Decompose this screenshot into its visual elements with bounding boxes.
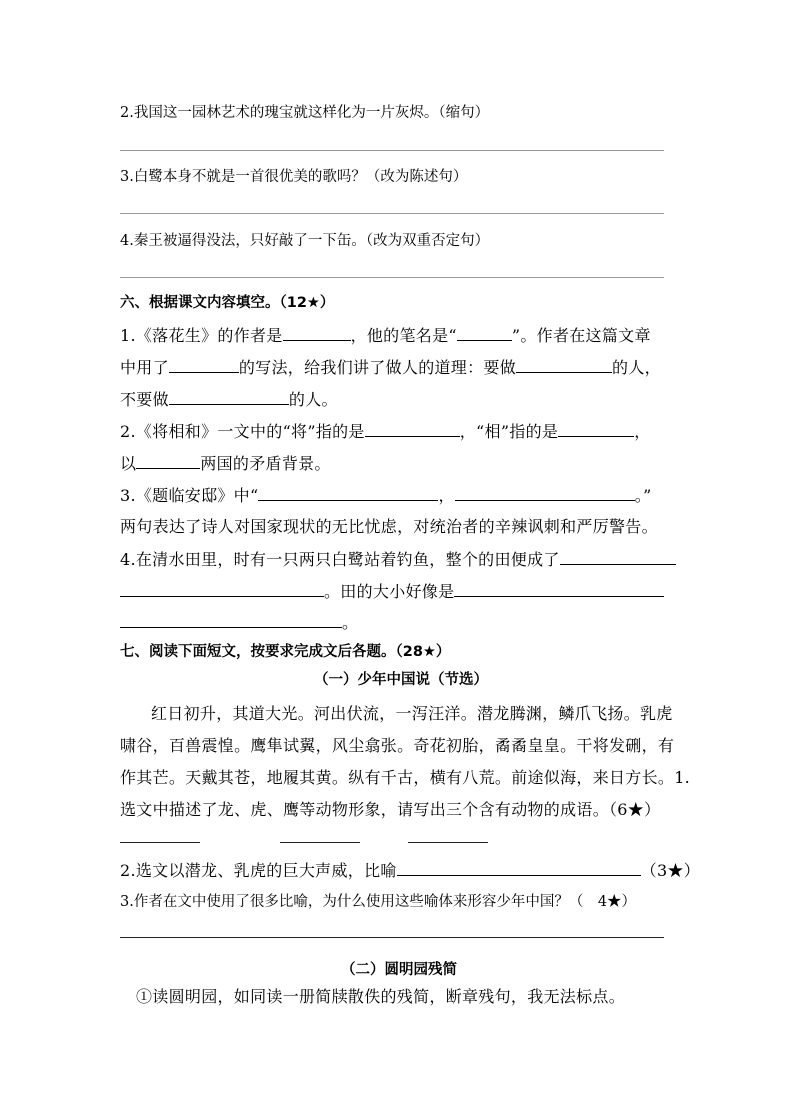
- blank-general[interactable]: [365, 422, 460, 437]
- answer-line[interactable]: [120, 937, 664, 938]
- s7-q2-text-b: （3★）: [640, 861, 701, 880]
- s6-q2-line2: [120, 451, 331, 474]
- passage1-line1: 红日初升，其道大光。河出伏流，一泻汪洋。潜龙腾渊，鳞爪飞扬。乳虎: [151, 704, 673, 723]
- answer-line[interactable]: [120, 150, 664, 151]
- blank-author[interactable]: [283, 326, 351, 341]
- s6-q3-text-c: 。”: [634, 486, 652, 505]
- s6-q1-line2: [120, 355, 661, 378]
- passage1-title: （一）少年中国说（节选）: [314, 672, 488, 688]
- blank-be-person[interactable]: [516, 358, 612, 373]
- s6-q4-line3: [120, 610, 358, 633]
- blank-poem-line1[interactable]: [258, 486, 438, 501]
- section7-heading: 七、阅读下面短文，按要求完成文后各题。（28★）: [120, 644, 451, 660]
- blank-field-became-2[interactable]: [120, 582, 324, 597]
- s6-q3-text-a: 3.《题临安邸》中“: [120, 486, 259, 505]
- s6-q1-text-h: 的人。: [288, 390, 338, 409]
- s6-q1-text-a: 1.《落花生》的作者是: [120, 326, 283, 345]
- blank-technique[interactable]: [169, 358, 239, 373]
- s7-q2-text-a: 2.选文以潜龙、乳虎的巨大声威，比喻: [120, 861, 397, 880]
- s6-q2-text-e: 两国的矛盾背景。: [200, 454, 331, 473]
- blank-not-be-person[interactable]: [169, 390, 289, 405]
- s6-q1-text-d: 中用了: [120, 358, 169, 377]
- s6-q4-text-a: 4.在清水田里，时有一只两只白鹭站着钓鱼，整个的田便成了: [120, 550, 560, 569]
- s6-q3-line2: 两句表达了诗人对国家现状的无比忧虑，对统治者的辛辣讽刺和严厉警告。: [120, 517, 658, 536]
- s6-q2-text-a: 2.《将相和》一文中的“将”指的是: [120, 422, 365, 441]
- s6-q1-line1: [120, 323, 651, 346]
- blank-field-size-1[interactable]: [454, 582, 664, 597]
- s7-q2-line: [120, 858, 700, 881]
- passage1-line3: 作其芒。天戴其苍，地履其黄。纵有千古，横有八荒。前途似海，来日方长。1.: [120, 768, 691, 787]
- s6-q2-text-d: 以: [120, 454, 137, 473]
- s6-q1-text-c: ”。作者在这篇文章: [511, 326, 651, 345]
- s6-q4-text-b: 。田的大小好像是: [324, 582, 455, 601]
- blank-minister[interactable]: [558, 422, 634, 437]
- rewrite-question-3: 3.白鹭本身不就是一首很优美的歌吗？（改为陈述句）: [120, 169, 468, 185]
- passage1-line4: 选文中描述了龙、虎、鹰等动物形象，请写出三个含有动物的成语。（6★）: [120, 800, 661, 819]
- idiom-blank-2[interactable]: [280, 842, 360, 843]
- s6-q2-text-c: ，: [634, 422, 651, 441]
- s6-q1-text-e: 的写法，给我们讲了做人的道理：要做: [238, 358, 517, 377]
- s6-q2-line1: [120, 419, 651, 442]
- blank-pen-name[interactable]: [457, 326, 512, 341]
- passage1-line2: 啸谷，百兽震惶。鹰隼试翼，风尘翕张。奇花初胎，矞矞皇皇。干将发硎，有: [120, 736, 675, 755]
- s6-q1-text-f: 的人，: [612, 358, 661, 377]
- passage2-title: （二）圆明园残简: [341, 962, 457, 978]
- answer-line[interactable]: [120, 277, 664, 278]
- s6-q1-text-g: 不要做: [120, 390, 169, 409]
- idiom-blank-1[interactable]: [120, 842, 200, 843]
- s7-q3: 3.作者在文中使用了很多比喻，为什么使用这些喻体来形容少年中国？（ 4★）: [120, 894, 637, 910]
- s6-q4-line1: [120, 547, 676, 570]
- blank-field-became-1[interactable]: [560, 550, 676, 565]
- rewrite-question-2: 2.我国这一园林艺术的瑰宝就这样化为一片灰烬。（缩句）: [120, 105, 490, 121]
- s6-q3-text-b: ，: [438, 486, 455, 505]
- s6-q4-text-c: 。: [342, 613, 359, 632]
- blank-metaphor[interactable]: [397, 861, 641, 876]
- idiom-blank-3[interactable]: [408, 842, 488, 843]
- blank-countries[interactable]: [136, 454, 200, 469]
- s6-q1-line3: [120, 387, 338, 410]
- rewrite-question-4: 4.秦王被逼得没法，只好敲了一下缶。（改为双重否定句）: [120, 233, 490, 249]
- answer-line[interactable]: [120, 213, 664, 214]
- s6-q1-text-b: ，他的笔名是“: [350, 326, 457, 345]
- s6-q4-line2: [120, 579, 664, 602]
- s6-q3-line1: [120, 483, 652, 506]
- section6-heading: 六、根据课文内容填空。（12★）: [120, 295, 335, 311]
- s6-q2-text-b: ，“相”指的是: [459, 422, 559, 441]
- blank-field-size-2[interactable]: [120, 613, 342, 628]
- blank-poem-line2[interactable]: [455, 486, 635, 501]
- passage2-line1: ①读圆明园，如同读一册简牍散佚的残简，断章残句，我无法标点。: [136, 987, 626, 1006]
